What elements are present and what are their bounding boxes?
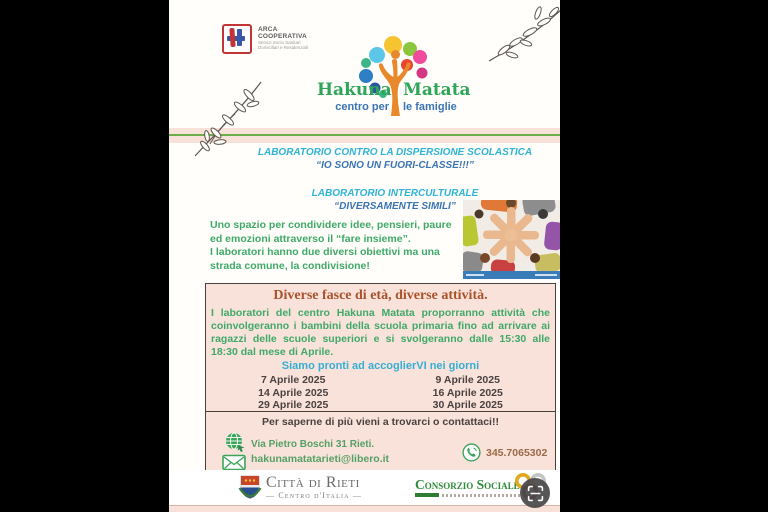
- lab2-subtitle: “DIVERSAMENTE SIMILI”: [334, 201, 456, 212]
- envelope-icon: [222, 454, 246, 471]
- bottom-pink-strip: [169, 505, 560, 512]
- arca-tagline-line1: Servizi Socio Sanitari: [258, 40, 301, 45]
- intro-line: ed emozioni attraverso il “fare insieme”.: [210, 232, 411, 245]
- red-blue-cross-icon: [222, 24, 252, 54]
- email-text: hakunamatatarieti@libero.it: [251, 453, 390, 465]
- box-divider: [206, 411, 555, 412]
- consorzio-sociale-logo: [415, 479, 520, 497]
- brand-word-hakuna: Hakuna: [317, 80, 392, 100]
- intro-line: Uno spazio per condividere idee, pensieri, paure: [210, 219, 452, 231]
- schedule-intro: Siamo pronti ad accoglierVI nei giorni: [281, 360, 480, 372]
- lab1-title: LABORATORIO CONTRO LA DISPERSIONE SCOLASTICA: [257, 147, 533, 158]
- brand-subtitle-left: centro per: [335, 101, 389, 113]
- intro-text: [210, 219, 472, 273]
- lab2-title: LABORATORIO INTERCULTURALE: [311, 188, 479, 199]
- arca-logo-text: [258, 24, 308, 54]
- info-box-body: I laboratori del centro Hakuna Matata proporranno attività che coinvolgeranno i bambini della scuola primaria fino ad arrivare ai ragazzi delle scuole superiori e si svolgeranno dalle 15:30 alle 18:30 dal mese di Aprile.: [211, 307, 550, 358]
- leaf-branch-icon: [488, 5, 560, 63]
- arca-name-line2: COOPERATIVA: [258, 33, 307, 40]
- city-subtitle: — Centro d'Italia —: [266, 491, 363, 500]
- workshop-date: 16 Aprile 2025: [432, 386, 503, 399]
- intro-line: I laboratori hanno due diversi obiettivi ma una: [210, 246, 440, 258]
- arca-cooperativa-logo: [222, 24, 308, 54]
- address-text: Via Pietro Boschi 31 Rieti.: [251, 439, 375, 450]
- info-box: [205, 283, 556, 472]
- arca-tagline-line2: Domiciliari e Residenziali: [258, 45, 309, 50]
- screenshot-scan-button[interactable]: [520, 478, 550, 508]
- globe-grid-icon: [225, 432, 245, 453]
- workshop-dates: [206, 374, 555, 412]
- footer-logos: [169, 470, 560, 505]
- info-box-heading: Diverse fasce di età, diverse attività.: [273, 288, 488, 303]
- flyer: [169, 0, 560, 512]
- brand-word-matata: Matata: [403, 80, 471, 100]
- leaf-branch-icon: [193, 80, 263, 158]
- phone-text: 345.7065302: [486, 447, 548, 459]
- consorzio-name: Consorzio Sociale: [415, 477, 520, 492]
- workshop-date: 9 Aprile 2025: [435, 374, 500, 386]
- lab1-subtitle: “IO SONO UN FUORI-CLASSE!!!”: [316, 160, 474, 171]
- city-crest-icon: [238, 475, 262, 503]
- brand-subtitle-right: le famiglie: [403, 101, 457, 113]
- city-name: Città di Rieti: [266, 474, 360, 491]
- green-bar: [415, 493, 439, 497]
- workshop-date: 7 Aprile 2025: [261, 374, 326, 386]
- arca-name-line1: ARCA: [258, 26, 278, 33]
- workshop-date: 30 Aprile 2025: [432, 399, 503, 411]
- city-logo-text: [266, 475, 362, 500]
- scan-frame-icon: [527, 485, 544, 502]
- consorzio-tagline: [415, 493, 520, 497]
- tiny-tagline-text: [442, 494, 520, 497]
- contact-heading: Per saperne di più vieni a trovarci o contattaci!!: [262, 416, 499, 428]
- citta-di-rieti-logo: [238, 475, 362, 503]
- workshop-date: 14 Aprile 2025: [258, 386, 329, 399]
- workshop-date: 29 Aprile 2025: [258, 399, 329, 411]
- phone-circle-icon: [462, 443, 481, 462]
- hands-circle-photo: [463, 200, 560, 279]
- intro-line: strada comune, la condivisione!: [210, 259, 370, 272]
